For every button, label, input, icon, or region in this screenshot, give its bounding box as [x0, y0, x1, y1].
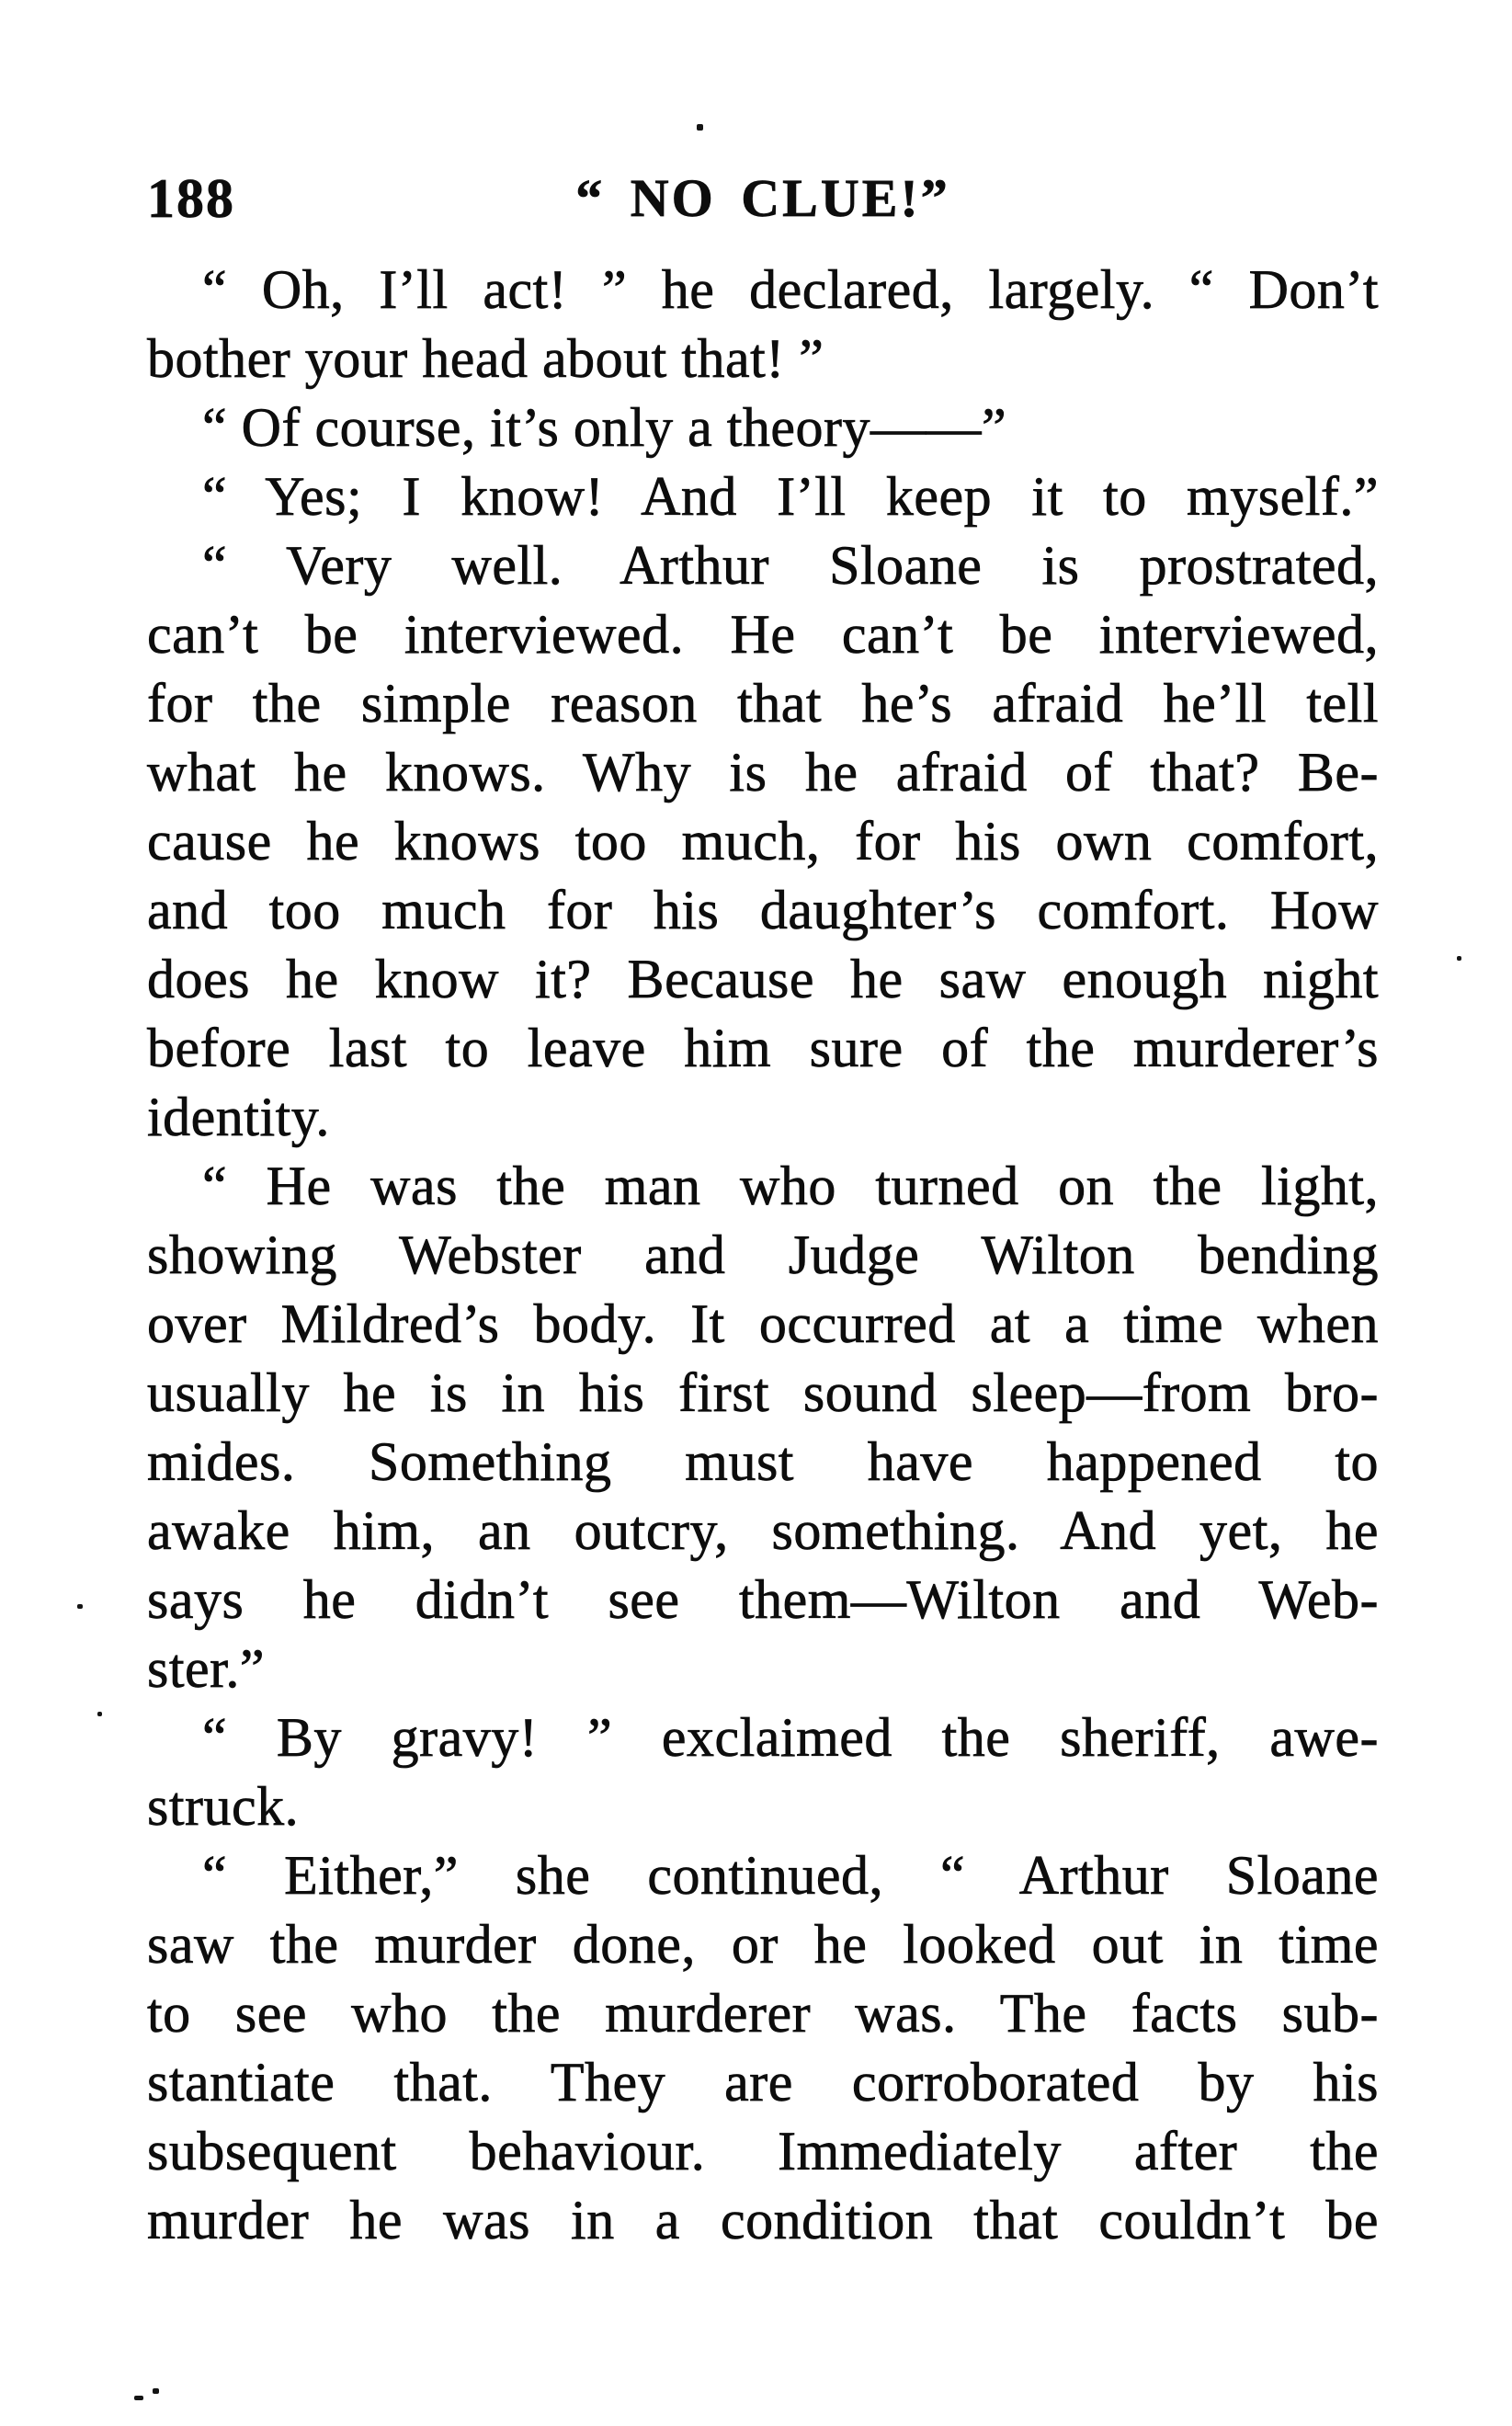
scan-speck: [134, 2396, 143, 2400]
text-line: what he knows. Why is he afraid of that? Be-: [147, 742, 1379, 803]
text-line: can’t be interviewed. He can’t be interviewed,: [147, 604, 1379, 665]
text-line: ster.”: [147, 1638, 265, 1699]
text-line: “ By gravy! ” exclaimed the sheriff, awe-: [202, 1707, 1379, 1768]
page-number: 188: [147, 168, 235, 229]
text-line: saw the murder done, or he looked out in time: [147, 1914, 1379, 1975]
text-line: “ Oh, I’ll act! ” he declared, largely. “ Don’t: [202, 259, 1379, 320]
scan-speck: [153, 2388, 159, 2394]
text-line: does he know it? Because he saw enough night: [147, 949, 1379, 1009]
text-line: identity.: [147, 1087, 330, 1147]
text-line: “ He was the man who turned on the light,: [202, 1156, 1379, 1216]
text-line: cause he knows too much, for his own comfort,: [147, 811, 1379, 871]
text-line: mides. Something must have happened to: [147, 1431, 1379, 1492]
text-line: “ Yes; I know! And I’ll keep it to myself.”: [202, 466, 1379, 527]
text-line: stantiate that. They are corroborated by his: [147, 2052, 1379, 2113]
scan-speck: [97, 1712, 102, 1716]
text-line: “ Either,” she continued, “ Arthur Sloane: [202, 1845, 1379, 1906]
text-line: over Mildred’s body. It occurred at a time when: [147, 1293, 1379, 1354]
scan-speck: [697, 124, 703, 131]
text-line: awake him, an outcry, something. And yet, he: [147, 1500, 1379, 1561]
text-line: struck.: [147, 1776, 300, 1837]
text-line: subsequent behaviour. Immediately after the: [147, 2121, 1379, 2181]
text-block: [147, 256, 1379, 2255]
scan-speck: [1457, 956, 1461, 961]
text-line: bother your head about that! ”: [147, 328, 824, 389]
text-line: usually he is in his first sound sleep—from bro-: [147, 1362, 1379, 1423]
text-line: showing Webster and Judge Wilton bending: [147, 1224, 1379, 1285]
text-line: for the simple reason that he’s afraid he’ll tell: [147, 673, 1379, 734]
text-line: “ Very well. Arthur Sloane is prostrated,: [202, 535, 1379, 596]
running-title: “ NO CLUE!”: [575, 168, 950, 228]
text-line: murder he was in a condition that couldn’t be: [147, 2190, 1379, 2250]
text-line: “ Of course, it’s only a theory——”: [202, 397, 1007, 458]
text-line: before last to leave him sure of the murderer’s: [147, 1018, 1379, 1078]
running-head: [147, 0, 1379, 239]
text-line: to see who the murderer was. The facts sub-: [147, 1983, 1379, 2044]
text-line: and too much for his daughter’s comfort. How: [147, 880, 1379, 940]
text-line: says he didn’t see them—Wilton and Web-: [147, 1569, 1379, 1630]
scan-speck: [77, 1604, 83, 1609]
